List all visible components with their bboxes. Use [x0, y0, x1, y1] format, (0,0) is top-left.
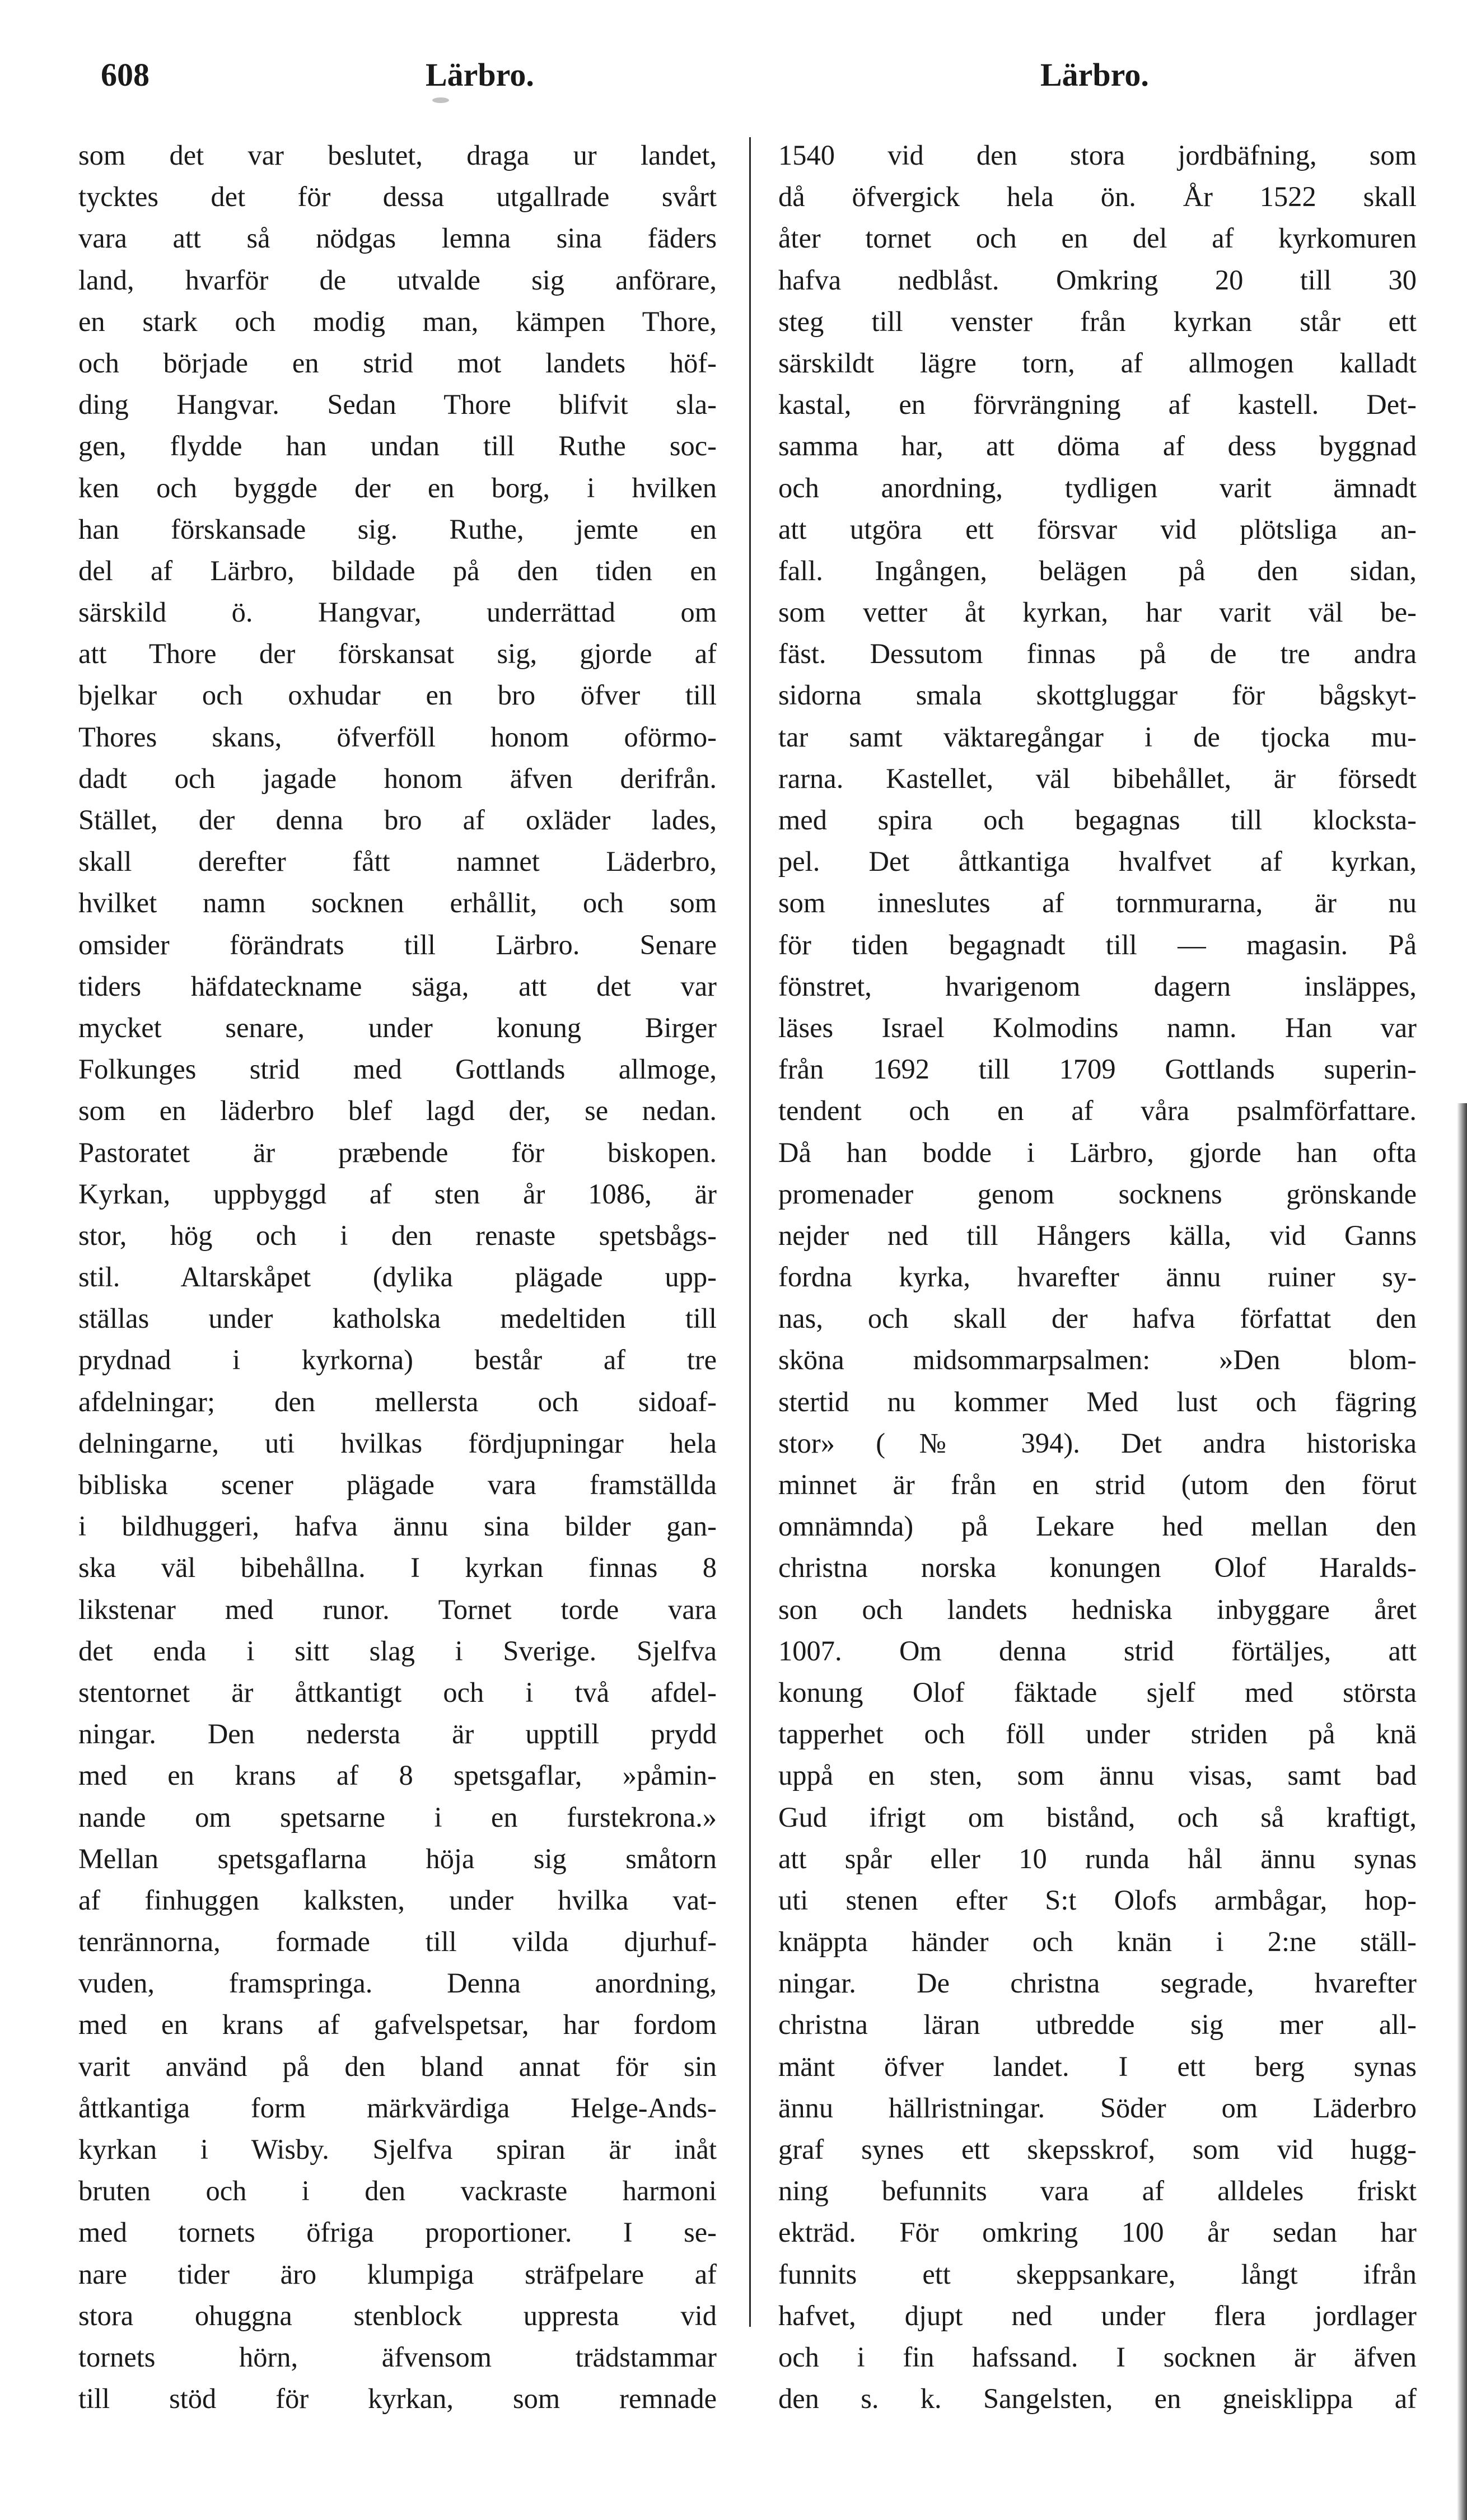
text-line: nejder ned till Hångers källa, vid Ganns	[778, 1219, 1417, 1251]
right-column	[778, 134, 1417, 2419]
text-line: knäppta händer och knän i 2:ne ställ-	[778, 1926, 1417, 1958]
text-line: steg till venster från kyrkan står ett	[778, 305, 1417, 337]
text-line: i bildhuggeri, hafva ännu sina bilder gan-	[78, 1510, 717, 1542]
text-line: som vetter åt kyrkan, har varit väl be-	[778, 596, 1417, 628]
text-line: bjelkar och oxhudar en bro öfver till	[78, 679, 717, 711]
text-line: omnämnda) på Lekare hed mellan den	[778, 1510, 1417, 1542]
text-line: den s. k. Sangelsten, en gneisklippa af	[778, 2383, 1417, 2415]
text-line: vuden, framspringa. Denna anordning,	[78, 1967, 717, 1999]
text-line: nande om spetsarne i en furstekrona.»	[78, 1801, 717, 1833]
text-line: Stället, der denna bro af oxläder lades,	[78, 804, 717, 836]
text-line: med en krans af 8 spetsgaflar, »påmin-	[78, 1760, 717, 1791]
text-line: bruten och i den vackraste harmoni	[78, 2175, 717, 2207]
text-line: ding Hangvar. Sedan Thore blifvit sla-	[78, 389, 717, 421]
text-line: att Thore der förskansat sig, gjorde af	[78, 638, 717, 670]
text-line: ännu hällristningar. Söder om Läderbro	[778, 2092, 1417, 2124]
text-line: särskildt lägre torn, af allmogen kalladt	[778, 347, 1417, 379]
text-line: mänt öfver landet. I ett berg synas	[778, 2050, 1417, 2082]
text-line: en stark och modig man, kämpen Thore,	[78, 305, 717, 337]
text-line: Då han bodde i Lärbro, gjorde han ofta	[778, 1136, 1417, 1168]
text-line: fönstret, hvarigenom dagern insläppes,	[778, 970, 1417, 1002]
text-line: christna norska konungen Olof Haralds-	[778, 1552, 1417, 1584]
text-line: ning befunnits vara af alldeles friskt	[778, 2175, 1417, 2207]
text-line: mycket senare, under konung Birger	[78, 1011, 717, 1043]
running-head-left: Lärbro.	[426, 57, 534, 93]
text-line: skall derefter fått namnet Läderbro,	[78, 846, 717, 878]
text-line: omsider förändrats till Lärbro. Senare	[78, 928, 717, 960]
text-line: fäst. Dessutom finnas på de tre andra	[778, 638, 1417, 670]
text-line: vara att så nödgas lemna sina fäders	[78, 222, 717, 254]
text-line: prydnad i kyrkorna) består af tre	[78, 1344, 717, 1376]
text-line: stor, hög och i den renaste spetsbågs-	[78, 1219, 717, 1251]
text-line: stentornet är åttkantigt och i två afdel-	[78, 1676, 717, 1708]
text-line: åter tornet och en del af kyrkomuren	[778, 222, 1417, 254]
text-line: Mellan spetsgaflarna höja sig småtorn	[78, 1842, 717, 1874]
text-line: samma har, att döma af dess byggnad	[778, 430, 1417, 462]
text-line: ningar. De christna segrade, hvarefter	[778, 1967, 1417, 1999]
text-line: sköna midsommarpsalmen: »Den blom-	[778, 1344, 1417, 1376]
text-line: från 1692 till 1709 Gottlands superin-	[778, 1053, 1417, 1085]
left-column	[78, 134, 717, 2419]
text-line: Gud ifrigt om bistånd, och så kraftigt,	[778, 1801, 1417, 1833]
text-line: stil. Altarskåpet (dylika plägade upp-	[78, 1261, 717, 1293]
text-line: nas, och skall der hafva författat den	[778, 1303, 1417, 1334]
text-line: konung Olof fäktade sjelf med största	[778, 1676, 1417, 1708]
text-line: varit använd på den bland annat för sin	[78, 2050, 717, 2082]
text-line: som det var beslutet, draga ur landet,	[78, 139, 717, 171]
text-line: tycktes det för dessa utgallrade svårt	[78, 181, 717, 213]
text-line: att spår eller 10 runda hål ännu synas	[778, 1842, 1417, 1874]
text-line: och i fin hafssand. I socknen är äfven	[778, 2341, 1417, 2373]
text-line: stor» (№ 394). Det andra historiska	[778, 1427, 1417, 1459]
text-line: rarna. Kastellet, väl bibehållet, är försedt	[778, 762, 1417, 794]
text-line: del af Lärbro, bildade på den tiden en	[78, 554, 717, 586]
text-line: ska väl bibehållna. I kyrkan finnas 8	[78, 1552, 717, 1584]
text-line: gen, flydde han undan till Ruthe soc-	[78, 430, 717, 462]
text-line: då öfvergick hela ön. År 1522 skall	[778, 181, 1417, 213]
text-line: och började en strid mot landets höf-	[78, 347, 717, 379]
text-line: bibliska scener plägade vara framställda	[78, 1469, 717, 1500]
ink-smudge	[432, 97, 449, 103]
text-line: promenader genom socknens grönskande	[778, 1178, 1417, 1210]
text-line: fordna kyrka, hvarefter ännu ruiner sy-	[778, 1261, 1417, 1293]
text-line: land, hvarför de utvalde sig anförare,	[78, 264, 717, 296]
text-line: för tiden begagnadt till — magasin. På	[778, 928, 1417, 960]
text-line: med tornets öfriga proportioner. I se-	[78, 2216, 717, 2248]
text-line: delningarne, uti hvilkas fördjupningar hela	[78, 1427, 717, 1459]
text-line: ken och byggde der en borg, i hvilken	[78, 472, 717, 503]
text-line: afdelningar; den mellersta och sidoaf-	[78, 1385, 717, 1417]
text-line: uppå en sten, som ännu visas, samt bad	[778, 1760, 1417, 1791]
text-line: ställas under katholska medeltiden till	[78, 1303, 717, 1334]
text-line: graf synes ett skepsskrof, som vid hugg-	[778, 2134, 1417, 2165]
text-line: son och landets hedniska inbyggare året	[778, 1593, 1417, 1625]
text-line: tendent och en af våra psalmförfattare.	[778, 1095, 1417, 1127]
page-number: 608	[101, 57, 149, 93]
text-line: ekträd. För omkring 100 år sedan har	[778, 2216, 1417, 2248]
text-line: tapperhet och föll under striden på knä	[778, 1718, 1417, 1750]
text-line: särskild ö. Hangvar, underrättad om	[78, 596, 717, 628]
text-line: kyrkan i Wisby. Sjelfva spiran är inåt	[78, 2134, 717, 2165]
text-line: det enda i sitt slag i Sverige. Sjelfva	[78, 1635, 717, 1667]
text-line: hafva nedblåst. Omkring 20 till 30	[778, 264, 1417, 296]
text-line: fall. Ingången, belägen på den sidan,	[778, 554, 1417, 586]
text-line: tornets hörn, äfvensom trädstammar	[78, 2341, 717, 2373]
text-line: stertid nu kommer Med lust och fägring	[778, 1385, 1417, 1417]
text-line: likstenar med runor. Tornet torde vara	[78, 1593, 717, 1625]
text-line: Folkunges strid med Gottlands allmoge,	[78, 1053, 717, 1085]
text-line: minnet är från en strid (utom den förut	[778, 1469, 1417, 1500]
text-line: Thores skans, öfverföll honom oförmo-	[78, 721, 717, 753]
text-line: stora ohuggna stenblock uppresta vid	[78, 2299, 717, 2331]
text-line: att utgöra ett försvar vid plötsliga an-	[778, 513, 1417, 545]
text-line: nare tider äro klumpiga sträfpelare af	[78, 2258, 717, 2290]
text-line: pel. Det åttkantiga hvalfvet af kyrkan,	[778, 846, 1417, 878]
text-line: med spira och begagnas till klocksta-	[778, 804, 1417, 836]
text-line: 1540 vid den stora jordbäfning, som	[778, 139, 1417, 171]
text-line: som en läderbro blef lagd der, se nedan.	[78, 1095, 717, 1127]
text-line: Pastoratet är præbende för biskopen.	[78, 1136, 717, 1168]
text-line: läses Israel Kolmodins namn. Han var	[778, 1011, 1417, 1043]
text-line: ningar. Den nedersta är upptill prydd	[78, 1718, 717, 1750]
text-line: åttkantiga form märkvärdiga Helge-Ands-	[78, 2092, 717, 2124]
text-line: tiders häfdateckname säga, att det var	[78, 970, 717, 1002]
text-line: och anordning, tydligen varit ämnadt	[778, 472, 1417, 503]
page-header	[0, 56, 1467, 106]
text-line: tenrännorna, formade till vilda djurhuf-	[78, 1926, 717, 1958]
column-divider	[749, 137, 751, 2327]
text-line: till stöd för kyrkan, som remnade	[78, 2383, 717, 2415]
text-line: christna läran utbredde sig mer all-	[778, 2009, 1417, 2041]
text-line: hafvet, djupt ned under flera jordlager	[778, 2299, 1417, 2331]
text-line: sidorna smala skottgluggar för bågskyt-	[778, 679, 1417, 711]
text-line: hvilket namn socknen erhållit, och som	[78, 887, 717, 919]
text-line: med en krans af gafvelspetsar, har fordom	[78, 2009, 717, 2041]
running-head-right: Lärbro.	[1040, 57, 1149, 93]
text-line: tar samt väktaregångar i de tjocka mu-	[778, 721, 1417, 753]
text-line: funnits ett skeppsankare, långt ifrån	[778, 2258, 1417, 2290]
text-line: dadt och jagade honom äfven derifrån.	[78, 762, 717, 794]
text-line: kastal, en förvrängning af kastell. Det-	[778, 389, 1417, 421]
text-line: han förskansade sig. Ruthe, jemte en	[78, 513, 717, 545]
text-line: uti stenen efter S:t Olofs armbågar, hop-	[778, 1884, 1417, 1916]
text-line: 1007. Om denna strid förtäljes, att	[778, 1635, 1417, 1667]
text-line: af finhuggen kalksten, under hvilka vat-	[78, 1884, 717, 1916]
page-edge-shadow	[1457, 1103, 1467, 2520]
text-line: Kyrkan, uppbyggd af sten år 1086, är	[78, 1178, 717, 1210]
text-line: som inneslutes af tornmurarna, är nu	[778, 887, 1417, 919]
